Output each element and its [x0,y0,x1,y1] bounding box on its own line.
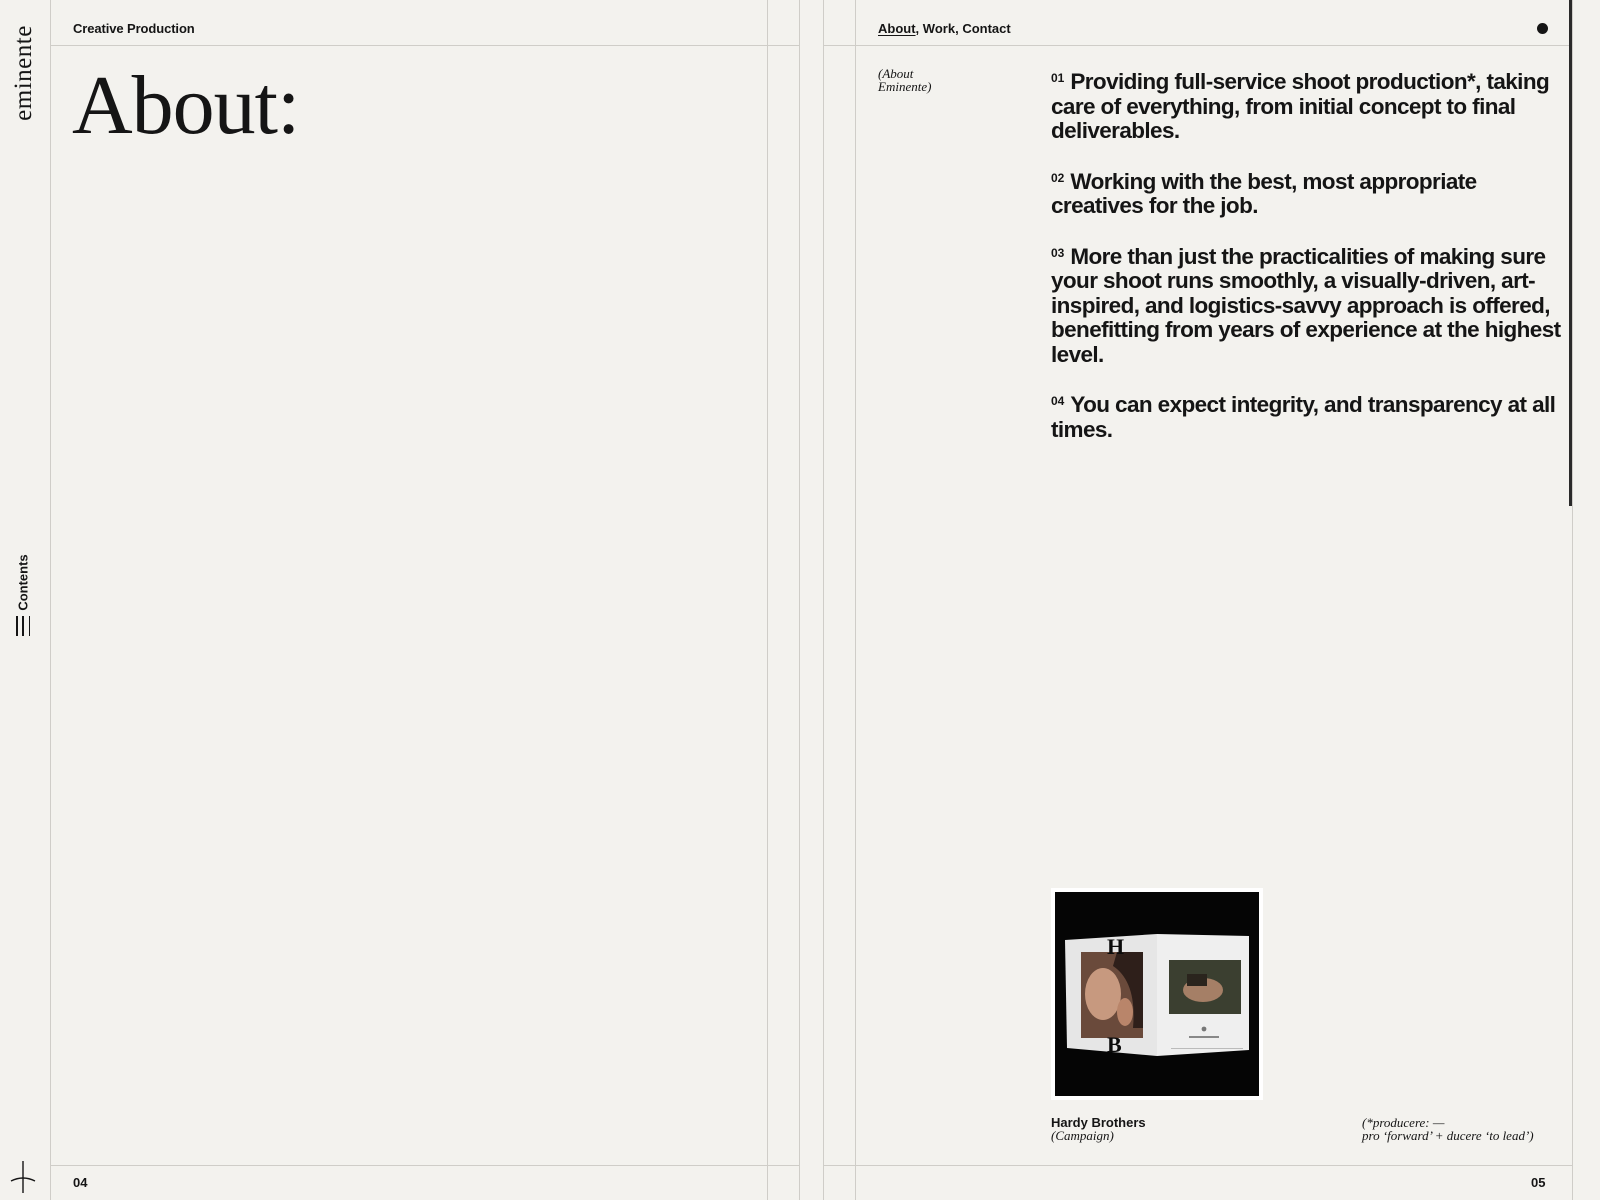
footnote-line1: (*producere: — [1362,1115,1445,1130]
contents-button[interactable] [8,550,38,640]
footnote-line2: pro ‘forward’ + ducere ‘to lead’) [1362,1128,1534,1143]
image-caption [1051,1116,1146,1142]
item-number: 02 [1051,170,1065,185]
nav-about[interactable]: About [878,21,916,36]
gutter-rule-left [799,0,800,1200]
left-header-rule [50,45,799,46]
right-page-rule [855,0,856,1200]
item-number: 04 [1051,394,1065,408]
campaign-image [1055,892,1259,1096]
image-letter-top: H [1107,934,1125,959]
logo-text: eminente [10,24,38,121]
side-note [878,67,988,93]
image-letter-bottom: B [1107,1032,1122,1057]
page-title: About: [72,59,300,152]
page-number-left: 04 [73,1175,88,1190]
side-note-line2: Eminente) [878,79,932,94]
left-page-rule [767,0,768,1200]
menu-lines-icon [16,616,30,636]
item-text: More than just the practicalities of making sure your shoot runs smoothly, a visually-driven, art-inspired, and logistics-savvy approach is offered, benefitting from years of experience at the highest level. [1051,243,1561,367]
side-rail [0,0,50,1200]
gutter-rule-right [823,0,824,1200]
footnote [1362,1116,1562,1142]
main-nav [878,21,1011,36]
campaign-thumbnail[interactable] [1051,888,1263,1100]
magazine-spread-image [1063,932,1251,1058]
item-number: 03 [1051,245,1065,260]
dot-icon[interactable] [1537,23,1548,34]
item-text: Providing full-service shoot production*, taking care of everything, from initial concept to final deliverables. [1051,69,1550,143]
scrollbar-thumb[interactable] [1569,0,1572,506]
right-edge-rule [1572,0,1573,1200]
contents-label: Contents [15,553,31,611]
page-number-right: 05 [1531,1175,1546,1190]
caption-subtitle: (Campaign) [1051,1128,1114,1143]
caption-title: Hardy Brothers [1051,1115,1146,1130]
list-item [1051,241,1561,368]
right-header-rule [823,45,1572,46]
list-item [1051,389,1561,442]
service-list [1051,66,1561,464]
nav-separator: , [955,21,959,36]
item-number: 01 [1051,71,1065,85]
list-item [1051,66,1561,144]
nav-contact[interactable]: Contact [962,21,1011,36]
side-note-line1: (About [878,66,914,81]
section-title: Creative Production [73,21,195,36]
logo[interactable] [9,20,39,125]
list-item [1051,166,1561,219]
item-text: Working with the best, most appropriate creatives for the job. [1051,168,1477,218]
item-text: You can expect integrity, and transparency at all times. [1051,392,1556,442]
anchor-icon [10,1160,36,1194]
rail-divider [50,0,51,1200]
nav-work[interactable]: Work [922,21,956,36]
nav-separator: , [915,21,920,36]
right-footer-rule [823,1165,1572,1166]
left-footer-rule [50,1165,799,1166]
